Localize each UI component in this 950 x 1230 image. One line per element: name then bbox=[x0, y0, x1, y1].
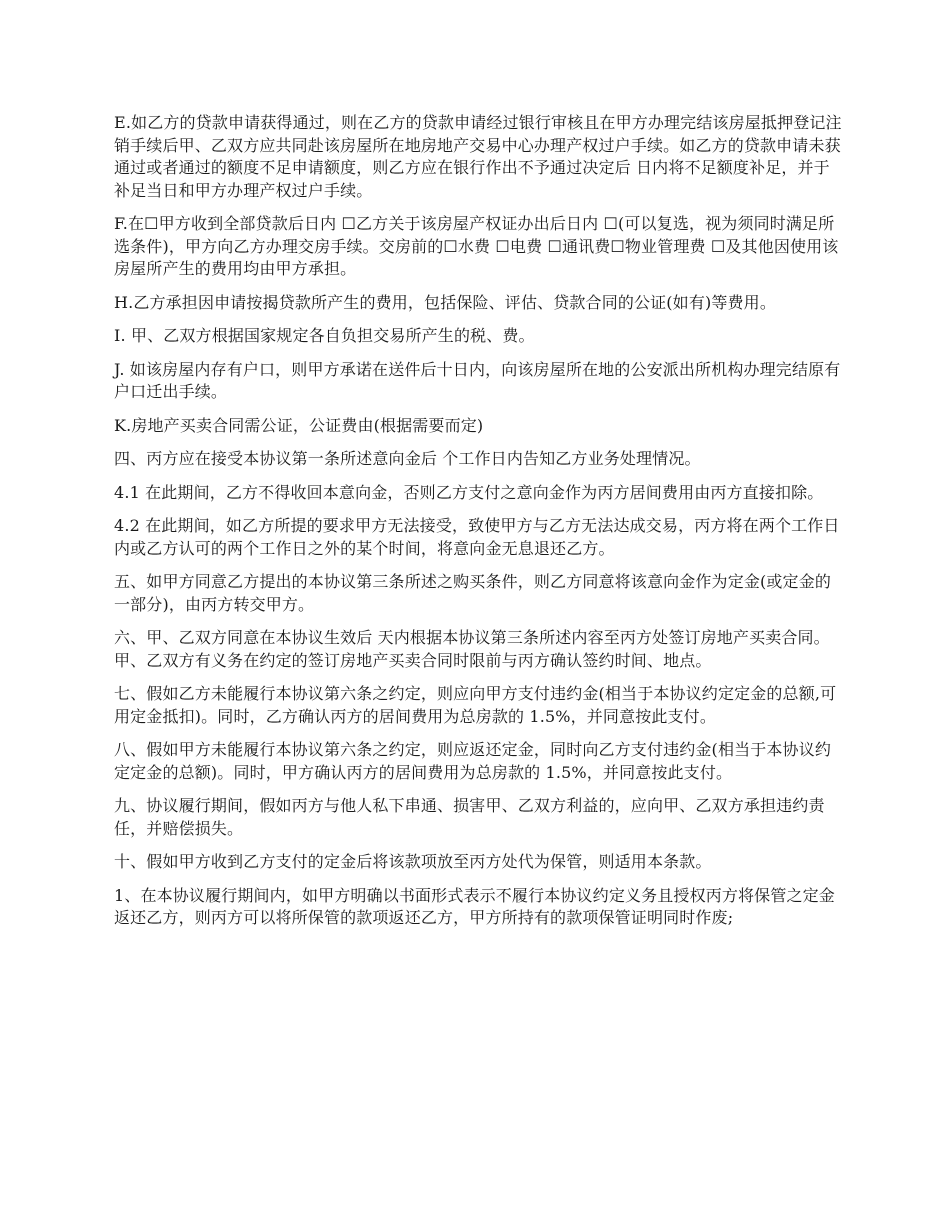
paragraph-i: I. 甲、乙双方根据国家规定各自负担交易所产生的税、费。 bbox=[114, 326, 535, 345]
section-10: 十、假如甲方收到乙方支付的定金后将该款项放至丙方处代为保管，则适用本条款。 bbox=[114, 852, 712, 871]
clause-10-1: 1、在本协议履行期间内，如甲方明确以书面形式表示不履行本协议约定义务且授权丙方将保管之定金返还乙方，则丙方可以将所保管的款项返还乙方，甲方所持有的款项保管证明同时作废; bbox=[114, 885, 835, 927]
section-5: 五、如甲方同意乙方提出的本协议第三条所述之购买条件，则乙方同意将该意向金作为定金(或定金的一部分)，由丙方转交甲方。 bbox=[114, 572, 831, 614]
paragraph-e: E.如乙方的贷款申请获得通过，则在乙方的贷款申请经过银行审核且在甲方办理完结该房屋抵押登记注销手续后甲、乙双方应共同赴该房屋所在地房地产交易中心办理产权过户手续。如乙方的贷款申请未获通过或者通过的额度不足申请额度，则乙方应在银行作出不予通过决定后 日内将不足额度补足，并于补足当日和甲方办理产权过户手续。 bbox=[114, 113, 842, 200]
clause-4-2: 4.2 在此期间，如乙方所提的要求甲方无法接受，致使甲方与乙方无法达成交易，丙方将在两个工作日内或乙方认可的两个工作日之外的某个时间，将意向金无息退还乙方。 bbox=[114, 516, 840, 558]
paragraph-h: H.乙方承担因申请按揭贷款所产生的费用，包括保险、评估、贷款合同的公证(如有)等费用。 bbox=[114, 292, 776, 312]
document-body bbox=[114, 112, 842, 941]
clause-4-1: 4.1 在此期间，乙方不得收回本意向金，否则乙方支付之意向金作为丙方居间费用由丙方直接扣除。 bbox=[114, 482, 824, 502]
section-8: 八、假如甲方未能履行本协议第六条之约定，则应返还定金，同时向乙方支付违约金(相当于本协议约定定金的总额)。同时，甲方确认丙方的居间费用为总房款的 1.5%，并同意按此支付。 bbox=[114, 740, 831, 782]
section-9: 九、协议履行期间，假如丙方与他人私下串通、损害甲、乙双方利益的，应向甲、乙双方承担违约责任，并赔偿损失。 bbox=[114, 796, 825, 838]
section-4: 四、丙方应在接受本协议第一条所述意向金后 个工作日内告知乙方业务处理情况。 bbox=[114, 449, 701, 468]
paragraph-f: F.在☐甲方收到全部贷款后日内 ☐乙方关于该房屋产权证办出后日内 ☐(可以复选，视为须同时满足所选条件)，甲方向乙方办理交房手续。交房前的☐水费 ☐电费 ☐通讯费☐物业管理费 ☐及其他因使用该房屋所产生的费用均由甲方承担。 bbox=[114, 214, 839, 278]
section-6: 六、甲、乙双方同意在本协议生效后 天内根据本协议第三条所述内容至丙方处签订房地产买卖合同。甲、乙双方有义务在约定的签订房地产买卖合同时限前与丙方确认签约时间、地点。 bbox=[114, 628, 830, 670]
paragraph-j: J. 如该房屋内存有户口，则甲方承诺在送件后十日内，向该房屋所在地的公安派出所机构办理完结原有户口迁出手续。 bbox=[114, 359, 841, 401]
paragraph-k: K.房地产买卖合同需公证，公证费由(根据需要而定) bbox=[114, 415, 484, 435]
section-7: 七、假如乙方未能履行本协议第六条之约定，则应向甲方支付违约金(相当于本协议约定定金的总额,可用定金抵扣)。同时，乙方确认丙方的居间费用为总房款的 1.5%，并同意按此支付。 bbox=[114, 684, 837, 726]
